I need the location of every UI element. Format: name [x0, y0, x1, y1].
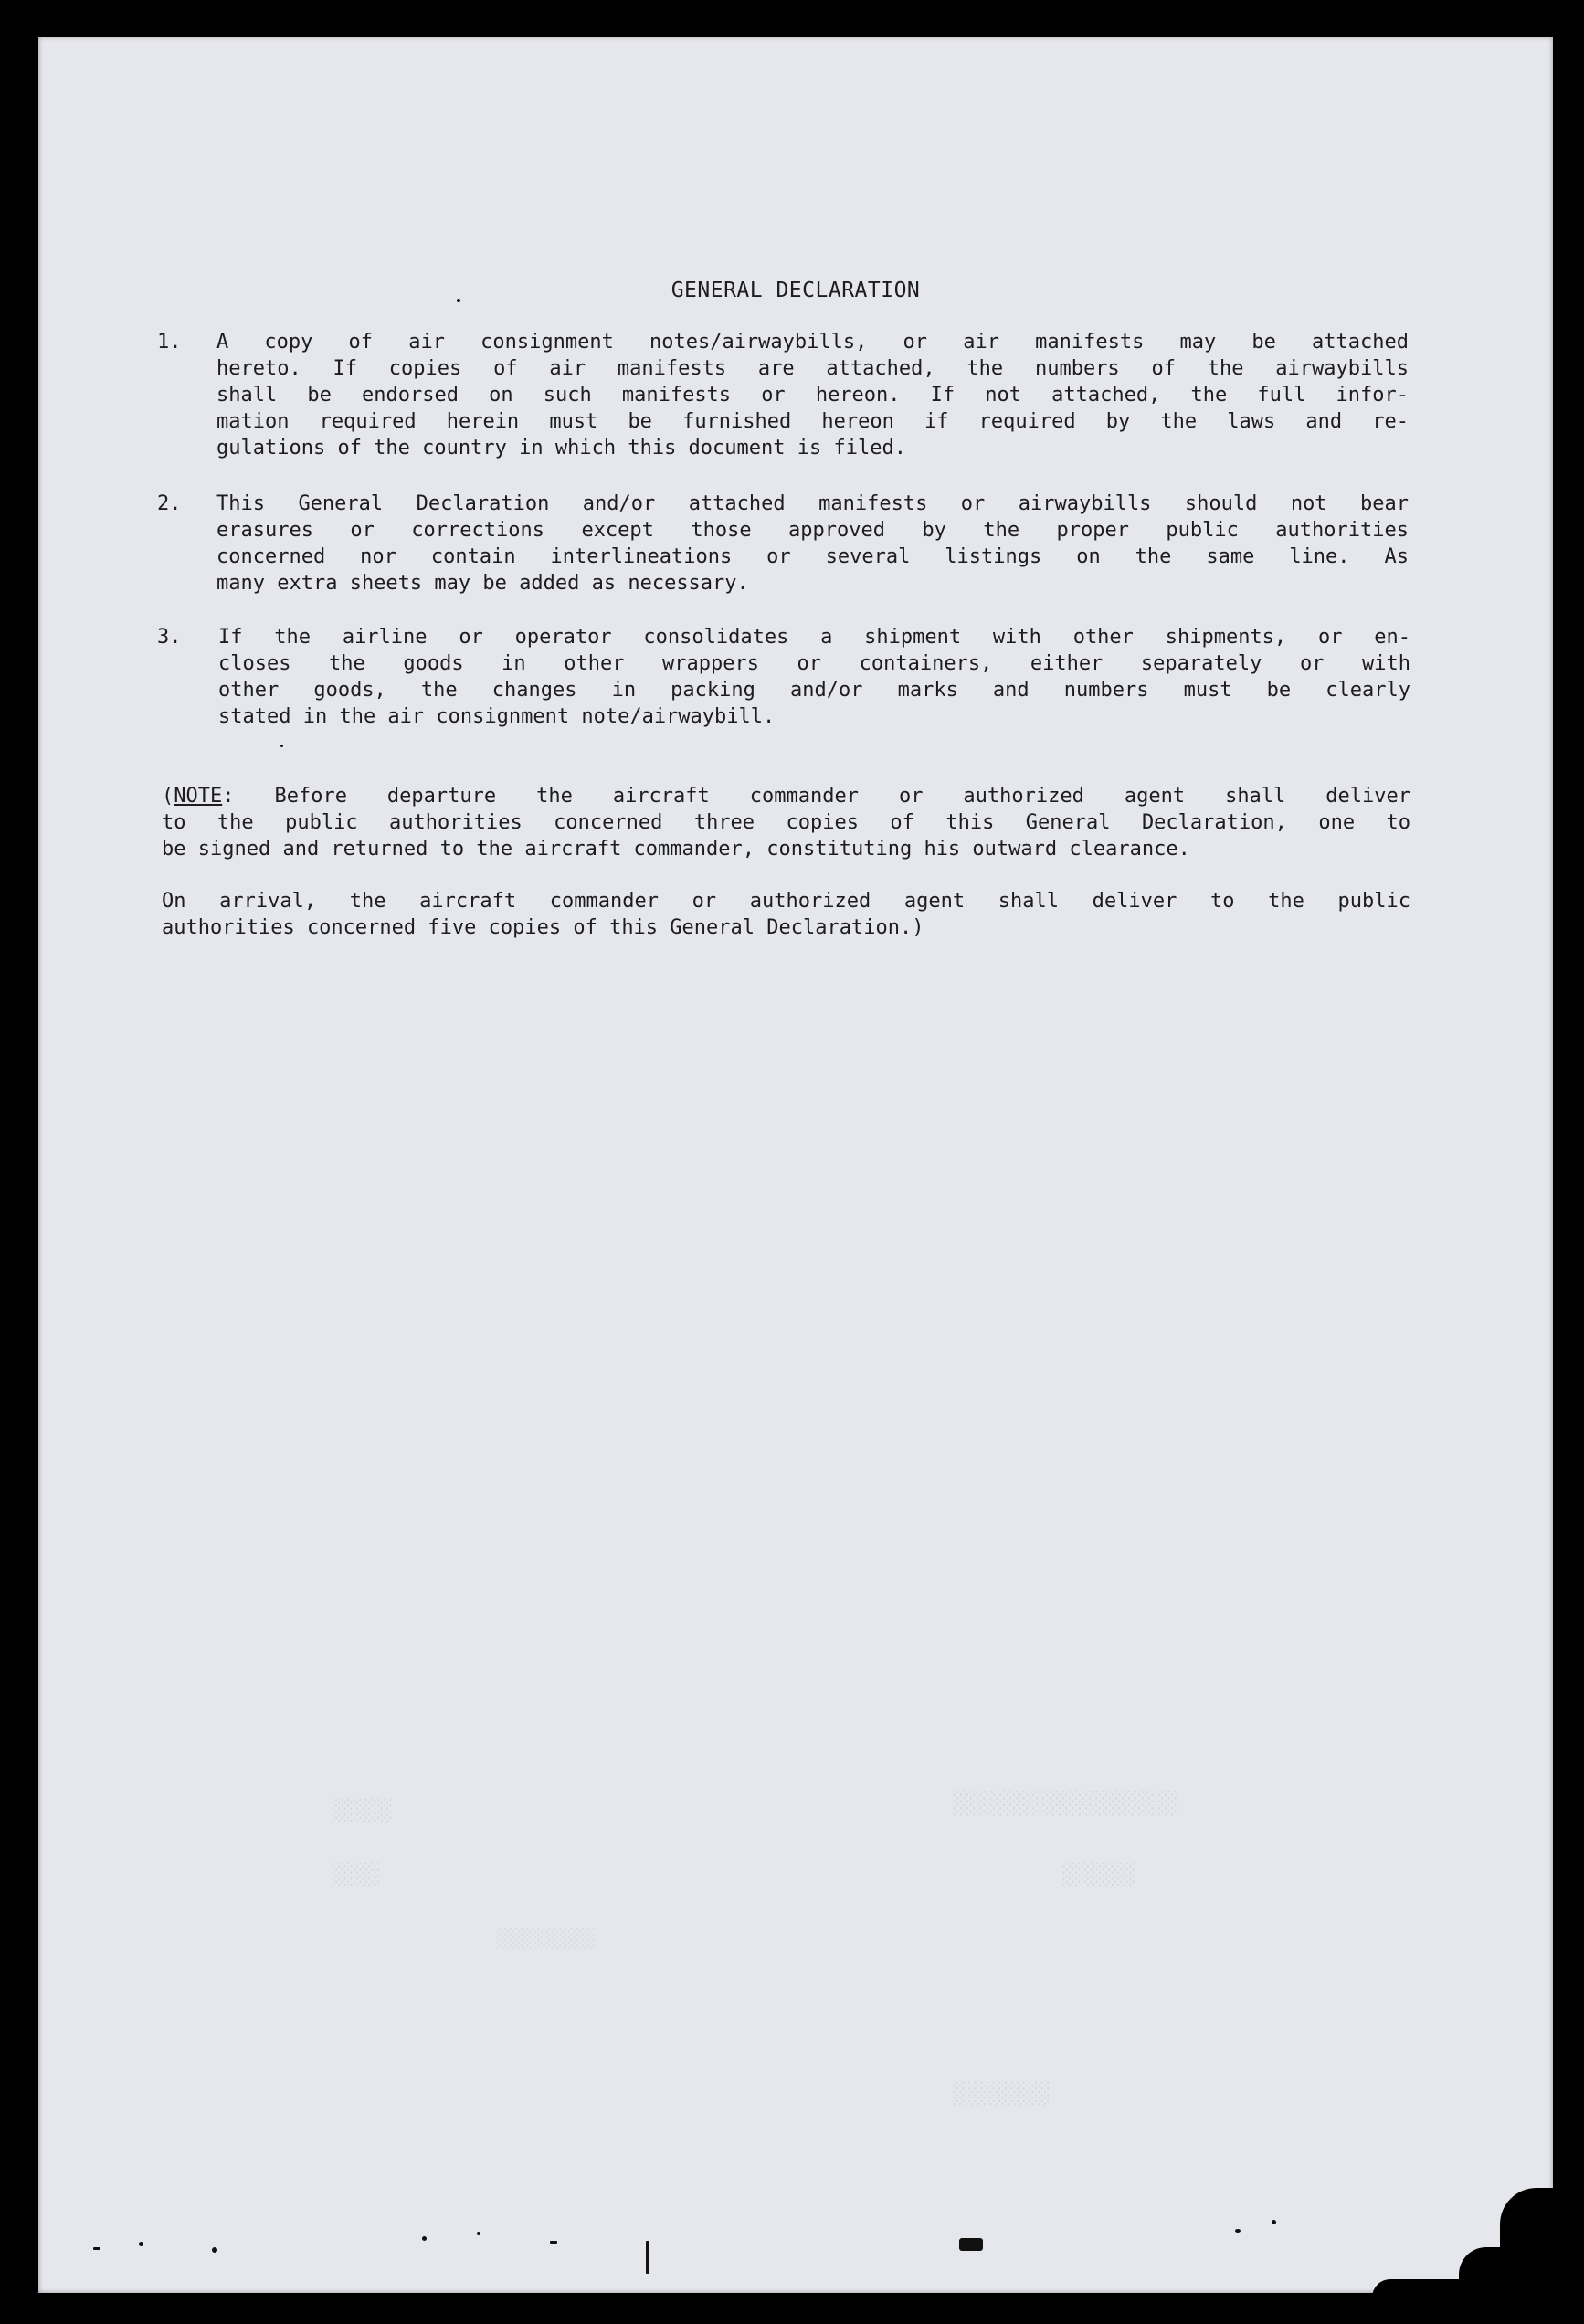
item-line: hereto. If copies of air manifests are attached, the numbers of the airwaybills — [216, 357, 1409, 380]
scan-speck — [1272, 2220, 1276, 2224]
bleed-through-mark: ░░░░░░░░░░░░░░░░░ — [952, 1791, 1177, 1816]
bleed-through-mark: ░░░░░░░░░ — [495, 1928, 595, 1949]
note-line: be signed and returned to the aircraft commander, constituting his outward clearance. — [162, 838, 1190, 861]
item-line: mation required herein must be furnished hereon if required by the laws and re- — [216, 410, 1409, 433]
item-line: concerned nor contain interlineations or several listings on the same line. As — [216, 545, 1409, 568]
item-line: This General Declaration and/or attached manifests or airwaybills should not bear — [216, 492, 1409, 515]
scan-speck — [280, 745, 283, 747]
scan-speck — [550, 2241, 557, 2244]
note-open-paren: ( — [162, 785, 174, 808]
scan-speck — [212, 2247, 217, 2253]
list-item — [218, 624, 1410, 730]
note-first-line-text: : Before departure the aircraft commander or authorized agent shall deliver — [222, 785, 1410, 808]
arrival-paragraph — [162, 888, 1410, 941]
item-line: closes the goods in other wrappers or containers, either separately or with — [218, 652, 1410, 675]
document-title: GENERAL DECLARATION — [671, 279, 921, 302]
bleed-through-mark: ░░░░░ — [331, 1800, 392, 1822]
note-line: to the public authorities concerned three copies of this General Declaration, one to — [162, 811, 1410, 834]
item-line: gulations of the country in which this document is filed. — [216, 437, 906, 460]
item-number: 2. — [157, 492, 182, 515]
note-paragraph — [162, 783, 1410, 862]
item-line: A copy of air consignment notes/airwaybills, or air manifests may be attached — [216, 331, 1409, 354]
bleed-through-mark: ░░░░░░ — [1061, 1864, 1135, 1886]
arrival-line: On arrival, the aircraft commander or authorized agent shall deliver to the public — [162, 890, 1410, 913]
torn-corner — [1372, 2279, 1473, 2307]
bleed-through-mark: ░░░░ — [331, 1864, 379, 1886]
scan-speck — [477, 2232, 480, 2235]
scan-speck — [959, 2238, 983, 2251]
item-line: many extra sheets may be added as necessary. — [216, 572, 749, 595]
item-line: erasures or corrections except those approved by the proper public authorities — [216, 519, 1409, 542]
list-item — [216, 329, 1409, 461]
scan-speck — [1235, 2229, 1241, 2233]
item-number: 3. — [157, 626, 182, 649]
scan-speck — [93, 2247, 100, 2250]
item-line: If the airline or operator consolidates a shipment with other shipments, or en- — [218, 626, 1410, 649]
item-line: stated in the air consignment note/airwaybill. — [218, 705, 776, 728]
note-first-line — [162, 783, 1410, 809]
arrival-line: authorities concerned five copies of this General Declaration.) — [162, 916, 924, 939]
bleed-through-mark: ░░░░░░░░ — [952, 2083, 1049, 2106]
list-item — [216, 491, 1409, 597]
item-line: other goods, the changes in packing and/or marks and numbers must be clearly — [218, 679, 1410, 702]
note-label: NOTE — [174, 785, 223, 808]
document-page — [38, 37, 1553, 2293]
item-number: 1. — [157, 331, 182, 354]
scan-speck — [139, 2242, 143, 2246]
scan-speck — [457, 299, 460, 302]
scan-speck — [422, 2236, 427, 2241]
scan-speck — [646, 2241, 649, 2274]
item-line: shall be endorsed on such manifests or hereon. If not attached, the full infor- — [216, 384, 1409, 407]
